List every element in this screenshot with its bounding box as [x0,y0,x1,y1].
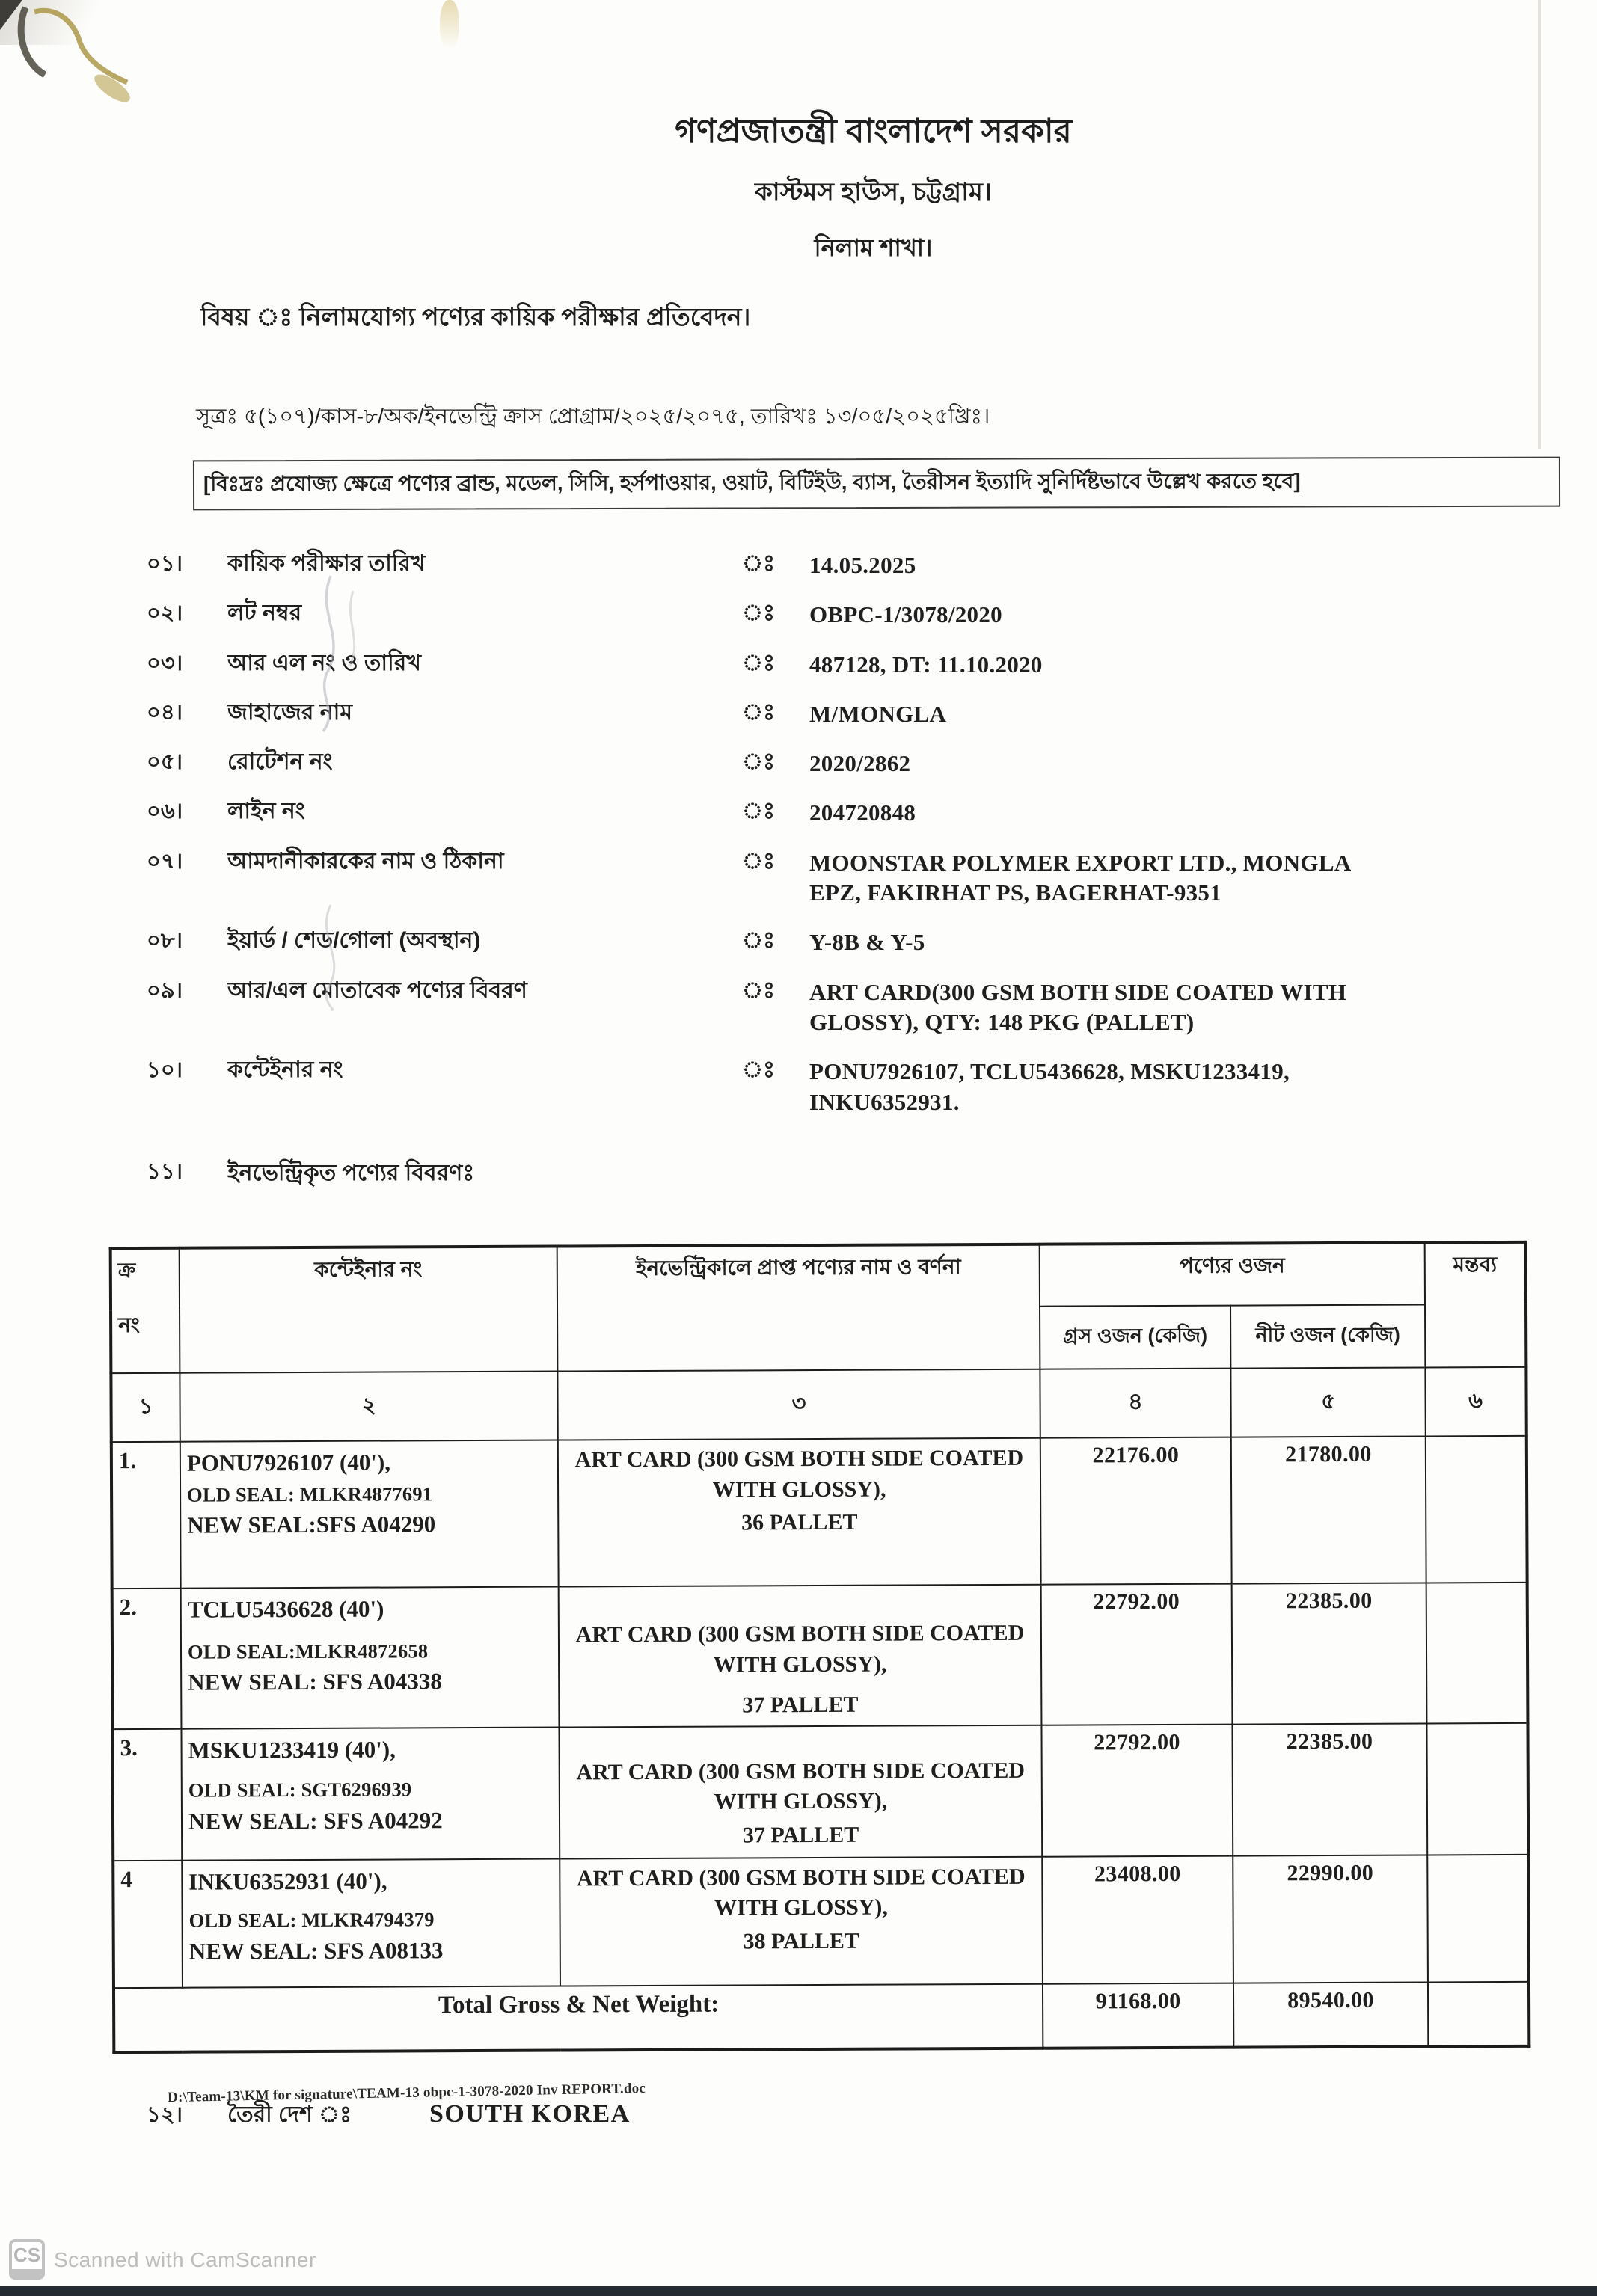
row-description-cell [559,1725,1042,1858]
row-serial: 3. [112,1728,182,1860]
field-row-03 [147,650,1597,680]
row-serial: 4 [113,1860,183,1987]
field-no: ০১। [147,552,183,576]
new-seal: NEW SEAL: SFS A04292 [188,1806,443,1835]
document-file-path: D:\Team-13\KM for signature\TEAM-13 obpc-1-3078-2020 Inv REPORT.doc [167,2080,646,2106]
gross-weight: 22176.00 [1040,1437,1232,1584]
row-description-cell [560,1856,1043,1986]
table-row [112,1722,1528,1860]
row-description-cell [559,1585,1042,1727]
field-no: ১০। [147,1058,183,1083]
field-value: 2020/2862 [809,750,911,777]
field-label: লাইন নং [227,799,305,824]
container-number: TCLU5436628 (40') [187,1595,384,1623]
camscanner-badge-bar [12,2269,42,2277]
field-row-06 [147,798,1597,828]
field-value: PONU7926107, TCLU5436628, MSKU1233419, INKU6352931. [809,1058,1290,1115]
field-value: ART CARD(300 GSM BOTH SIDE COATED WITH GLOSSY), QTY: 148 PKG (PALLET) [809,978,1347,1035]
total-net-weight: 89540.00 [1233,1982,1428,2047]
gross-weight: 22792.00 [1041,1583,1233,1725]
gross-weight: 23408.00 [1042,1855,1233,1983]
field-value: MOONSTAR POLYMER EXPORT LTD., MONGLA EPZ, FAKIRHAT PS, BAGERHAT-9351 [809,849,1350,906]
field-no: ০৬। [147,799,183,824]
table-total-row [114,1981,1529,2051]
field-row-07 [147,848,1597,909]
field-value: OBPC-1/3078/2020 [809,601,1002,628]
goods-description: ART CARD (300 GSM BOTH SIDE COATED WITH GLOSSY), [576,1864,1026,1921]
field-row-04 [147,699,1597,729]
field-value: Y-8B & Y-5 [809,929,925,956]
row-description-cell [558,1438,1041,1587]
container-number: INKU6352931 (40'), [188,1867,387,1895]
net-weight: 22385.00 [1232,1723,1427,1855]
colon-separator: ঃ [741,551,776,576]
field-no: ০৪। [147,700,183,725]
row-container-cell [181,1727,560,1860]
office-name: কাস্টমস হাউস, চট্টগ্রাম। [754,178,992,206]
old-seal: OLD SEAL: SGT6296939 [188,1778,412,1802]
inventory-table [109,1241,1531,2054]
field-label: জাহাজের নাম [227,699,352,725]
header-container: কন্টেইনার নং [180,1246,558,1372]
field-no: ০৩। [147,651,183,675]
colon-separator: ঃ [741,601,776,626]
header-serial [111,1248,180,1373]
government-title: গণপ্রজাতন্ত্রী বাংলাদেশ সরকার [675,113,1072,150]
field-row-09 [147,977,1597,1038]
colon-separator: ঃ [741,650,776,675]
col-number: ৫ [1230,1367,1425,1437]
table-header-row [111,1242,1526,1310]
field-no: ১২। [147,2103,183,2128]
old-seal: OLD SEAL: MLKR4877691 [187,1482,433,1506]
field-list [0,550,1597,1117]
container-number: PONU7926107 (40'), [186,1449,391,1476]
camscanner-watermark-text: Scanned with CamScanner [54,2248,316,2271]
row-serial: 2. [112,1589,182,1729]
net-weight: 22385.00 [1232,1583,1427,1724]
row-serial: 1. [111,1442,181,1589]
col-number: ৬ [1425,1367,1526,1437]
document-header [75,0,1597,269]
table-row [111,1436,1527,1589]
subject-line: বিষয় ঃ নিলামযোগ্য পণ্যের কায়িক পরীক্ষার প্রতিবেদন। [200,303,751,331]
field-label: লট নম্বর [227,601,302,626]
field-label: রোটেশন নং [227,749,333,775]
col-number: ৩ [557,1369,1040,1440]
header-serial-line1: ক্র [117,1258,136,1282]
table-row [113,1854,1529,1987]
country-label: তৈরী দেশ ঃ [227,2102,352,2128]
header-weight-group: পণ্যের ওজন [1040,1242,1425,1306]
field-row-02 [147,600,1597,630]
old-seal: OLD SEAL:MLKR4872658 [187,1639,429,1663]
field-label: আমদানীকারকের নাম ও ঠিকানা [227,848,504,874]
colon-separator: ঃ [741,848,776,874]
branch-name: নিলাম শাখা। [814,234,933,261]
new-seal: NEW SEAL:SFS A04290 [187,1511,436,1538]
colon-separator: ঃ [741,699,776,725]
note-box: [বিঃদ্রঃ প্রযোজ্য ক্ষেত্রে পণ্যের ব্রান্ড, মডেল, সিসি, হর্সপাওয়ার, ওয়াট, বিটিইউ, ব্যাস, তৈরীসন ইত্যাদি সুনির্দিষ্টভাবে উল্লেখ করতে হবে] [193,457,1560,511]
colon-separator: ঃ [741,977,776,1003]
goods-description: ART CARD (300 GSM BOTH SIDE COATED WITH GLOSSY), [576,1758,1026,1814]
pallet-count: 36 PALLET [741,1509,858,1535]
reference-line: সূত্রঃ ৫(১০৭)/কাস-৮/অক/ইনভেন্ট্রি ক্রাস প্রোগ্রাম/২০২৫/২০৭৫, তারিখঃ ১৩/০৫/২০২৫খ্রিঃ। [196,405,990,429]
remarks-cell [1428,1981,1529,2046]
header-net-weight: নীট ওজন (কেজি) [1230,1304,1425,1368]
header-description: ইনভেন্ট্রিকালে প্রাপ্ত পণ্যের নাম ও বর্ণনা [557,1244,1040,1372]
colon-separator: ঃ [741,928,776,954]
colon-separator: ঃ [741,799,776,824]
row-container-cell [182,1858,560,1987]
total-label: Total Gross & Net Weight: [114,1983,1043,2051]
header-gross-weight: গ্রস ওজন (কেজি) [1040,1305,1230,1369]
field-no: ০৭। [147,849,183,874]
field-value: 487128, DT: 11.10.2020 [809,651,1043,678]
goods-description: ART CARD (300 GSM BOTH SIDE COATED WITH GLOSSY), [574,1445,1024,1502]
field-label: কায়িক পরীক্ষার তারিখ [227,551,426,576]
new-seal: NEW SEAL: SFS A08133 [188,1936,444,1965]
field-no: ০৫। [147,750,183,775]
table-row [112,1583,1528,1729]
container-number: MSKU1233419 (40'), [188,1735,396,1764]
pallet-count: 38 PALLET [743,1928,859,1953]
col-number: ২ [180,1371,557,1441]
field-row-01 [147,550,1597,580]
goods-description: ART CARD (300 GSM BOTH SIDE COATED WITH GLOSSY), [575,1620,1025,1677]
pallet-count: 37 PALLET [742,1692,859,1718]
net-weight: 22990.00 [1233,1855,1428,1983]
bottom-scan-strip [0,2286,1597,2296]
colon-separator: ঃ [741,749,776,775]
field-label: আর/এল মোতাবেক পণ্যের বিবরণ [227,977,527,1003]
field-row-08 [147,927,1597,957]
remarks-cell [1426,1583,1528,1723]
field-row-10 [147,1057,1597,1117]
camscanner-badge-text: CS [13,2244,41,2266]
colon-separator: ঃ [741,1058,776,1083]
field-label: ইয়ার্ড / শেড/গোলা (অবস্থান) [227,928,481,954]
net-weight: 21780.00 [1231,1436,1426,1583]
field-value: M/MONGLA [809,700,947,727]
inventory-heading [147,1155,1597,1193]
total-gross-weight: 91168.00 [1043,1983,1233,2048]
remarks-cell [1427,1854,1529,1982]
row-container-cell [181,1586,560,1728]
camscanner-logo-icon [9,2239,45,2280]
gross-weight: 22792.00 [1041,1724,1233,1856]
row-container-cell [180,1440,559,1588]
header-remarks: মন্তব্য [1425,1242,1527,1368]
remarks-cell [1426,1436,1527,1583]
field-no: ০২। [147,601,183,626]
col-number: ১ [111,1373,180,1442]
new-seal: NEW SEAL: SFS A04338 [188,1668,442,1695]
header-serial-line2: নং [118,1313,140,1336]
remarks-cell [1426,1722,1528,1855]
field-no: ০৯। [147,978,183,1003]
field-value: 204720848 [809,799,916,826]
country-value: SOUTH KOREA [429,2100,631,2128]
field-no: ১১। [147,1159,183,1184]
field-label: কন্টেইনার নং [227,1058,343,1083]
field-value: 14.05.2025 [809,552,916,578]
column-number-row [111,1367,1526,1442]
pallet-count: 37 PALLET [742,1822,859,1847]
col-number: ৪ [1040,1368,1230,1437]
old-seal: OLD SEAL: MLKR4794379 [188,1908,435,1932]
field-no: ০৮। [147,929,183,954]
field-label: আর এল নং ও তারিখ [227,650,421,675]
field-row-05 [147,749,1597,779]
inventory-heading-text: ইনভেন্ট্রিকৃত পণ্যের বিবরণঃ [227,1160,475,1185]
